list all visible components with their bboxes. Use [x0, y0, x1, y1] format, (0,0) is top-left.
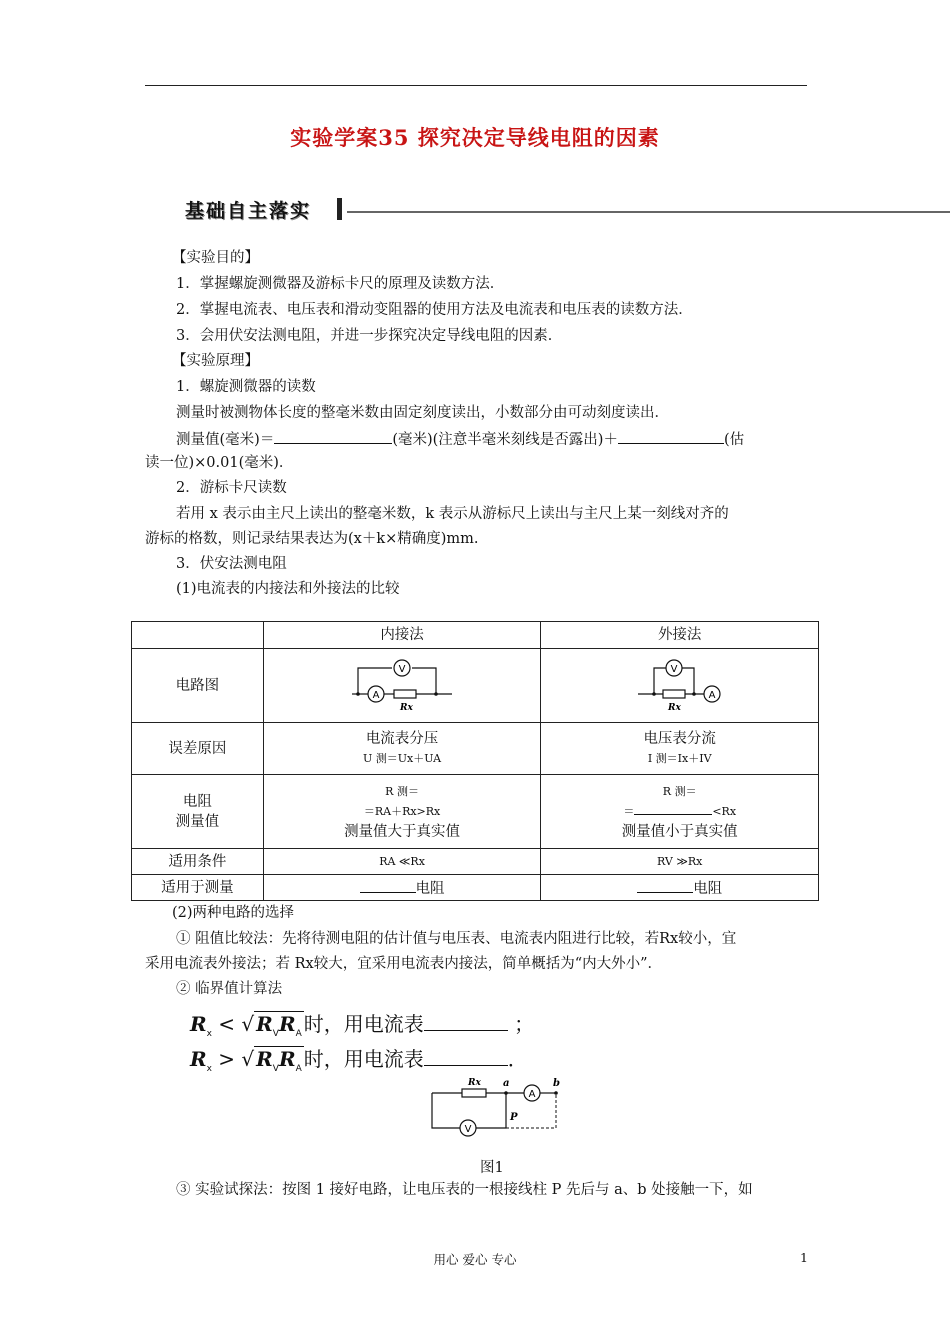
- use-suffix: 电阻: [693, 881, 723, 897]
- row-label-error: 误差原因: [132, 723, 264, 775]
- table-cell: [263, 723, 541, 775]
- banner-bar: [337, 198, 342, 220]
- table-cell: [132, 622, 264, 649]
- circuit-label: Rx: [400, 702, 413, 713]
- row-label-measure: [132, 775, 264, 849]
- circuit-label: V: [464, 1124, 472, 1135]
- principle-subheading: (1)电流表的内接法和外接法的比较: [176, 581, 400, 597]
- outer-circuit-cell: [541, 649, 819, 723]
- fill-blank[interactable]: [637, 876, 693, 893]
- figure-caption: 图1: [480, 1160, 504, 1176]
- table-row: [132, 649, 819, 723]
- outer-circuit-diagram: [638, 652, 722, 714]
- inner-error-eq: U 测＝Ux＋UA: [363, 751, 442, 765]
- circuit-label: Rx: [667, 702, 681, 713]
- resistor-icon: [394, 690, 416, 698]
- circuit-label: Rx: [468, 1078, 481, 1088]
- formula-line-cont: 读一位)×0.01(毫米)．: [145, 455, 294, 471]
- choice-text: ② 临界值计算法: [176, 981, 283, 997]
- principle-heading: 2．游标卡尺读数: [176, 480, 287, 496]
- formula-part: (估: [723, 432, 745, 448]
- outer-condition: RV ≫Rx: [541, 849, 819, 875]
- outer-measure-conclusion: 测量值小于真实值: [621, 823, 738, 840]
- fill-blank[interactable]: [618, 427, 724, 444]
- purpose-item: 3．会用伏安法测电阻，并进一步探究决定导线电阻的因素．: [176, 328, 563, 344]
- text-part: ＝: [623, 804, 635, 818]
- circuit-label: A: [708, 689, 716, 701]
- fill-blank[interactable]: [360, 876, 416, 893]
- choice-text: ① 阻值比较法：先将待测电阻的估计值与电压表、电流表内阻进行比较，若Rx较小，宜: [176, 931, 737, 947]
- outer-measure-line: R 测＝: [662, 784, 697, 798]
- circuit-label: A: [528, 1089, 536, 1100]
- inner-condition: RA ≪Rx: [263, 849, 541, 875]
- fill-blank[interactable]: [634, 802, 712, 815]
- outer-error: 电压表分流: [643, 730, 716, 747]
- table-cell: [263, 775, 541, 849]
- principle-text: 测量时被测物体长度的整毫米数由固定刻度读出，小数部分由可动刻度读出．: [176, 405, 669, 421]
- table-cell: [263, 875, 541, 901]
- section-principle: 【实验原理】: [172, 353, 259, 369]
- table-row: [132, 849, 819, 875]
- principle-heading: 3．伏安法测电阻: [176, 556, 287, 572]
- table-header-inner: 内接法: [263, 622, 541, 649]
- table-header-outer: 外接法: [541, 622, 819, 649]
- outer-measure-line: [541, 802, 818, 822]
- choice-text: ③ 实验试探法：按图 1 接好电路，让电压表的一根接线柱 P 先后与 a、b 处接触一下，如: [176, 1182, 753, 1198]
- choice-text: 采用电流表外接法；若 Rx较大，宜采用电流表内接法，简单概括为“内大外小”．: [145, 956, 663, 972]
- principle-heading: 1．螺旋测微器的读数: [176, 379, 316, 395]
- inner-circuit-diagram: [352, 652, 452, 714]
- table-cell: [541, 875, 819, 901]
- inner-measure-conclusion: 测量值大于真实值: [344, 823, 461, 840]
- table-cell: [541, 723, 819, 775]
- purpose-item: 2．掌握电流表、电压表和滑动变阻器的使用方法及电流表和电压表的读数方法．: [176, 302, 693, 318]
- row-label-line: 电阻: [182, 793, 212, 810]
- table-row: [132, 875, 819, 901]
- banner-label: 基础自主落实: [185, 200, 312, 222]
- page-footer: 用心 爱心 专心: [433, 1252, 517, 1267]
- principle-text: 若用 x 表示由主尺上读出的整毫米数，k 表示从游标尺上读出与主尺上某一刻线对齐的: [176, 506, 729, 522]
- page-number: 1: [800, 1250, 808, 1265]
- formula-text: 时，用电流表: [303, 1012, 424, 1036]
- row-label-condition: 适用条件: [132, 849, 264, 875]
- circuit-label: a: [503, 1078, 510, 1089]
- inner-measure-line: R 测＝: [385, 784, 419, 798]
- row-label-line: 测量值: [175, 813, 220, 830]
- formula-line: [176, 427, 744, 452]
- fill-blank[interactable]: [424, 1045, 508, 1066]
- table-row: [132, 723, 819, 775]
- formula-text: 时，用电流表: [303, 1047, 424, 1071]
- circuit-label: V: [398, 663, 406, 675]
- formula-part: (毫米)(注意半毫米刻线是否露出)＋: [392, 432, 618, 448]
- purpose-item: 1．掌握螺旋测微器及游标卡尺的原理及读数方法．: [176, 276, 505, 292]
- row-label-circuit: 电路图: [132, 649, 264, 723]
- formula-part: 测量值(毫米)＝: [176, 432, 275, 448]
- circuit-label: P: [510, 1112, 518, 1123]
- circuit-label: b: [553, 1078, 560, 1089]
- inner-measure-line: ＝RA＋Rx>Rx: [363, 804, 441, 818]
- use-suffix: 电阻: [415, 881, 445, 897]
- inner-error: 电流表分压: [365, 730, 439, 747]
- text-part: <Rx: [712, 804, 737, 818]
- inner-circuit-cell: [263, 649, 541, 723]
- resistor-icon: [663, 690, 685, 698]
- choice-heading: (2)两种电路的选择: [172, 905, 295, 921]
- critical-formula-1: $R_x$ < √ $R_VR_A$ 时，用电流表 ；: [190, 1012, 535, 1039]
- critical-formula-2: $R_x$ > √ $R_VR_A$ 时，用电流表 ．: [190, 1047, 528, 1074]
- page-title: 实验学案35 探究决定导线电阻的因素: [290, 125, 660, 150]
- figure1-circuit: [428, 1074, 568, 1140]
- comparison-table: [131, 621, 819, 901]
- circuit-label: V: [670, 663, 678, 675]
- row-label-use: 适用于测量: [132, 875, 264, 901]
- table-cell: [541, 775, 819, 849]
- header-rule: [145, 85, 807, 86]
- section-purpose: 【实验目的】: [172, 250, 259, 266]
- outer-error-eq: I 测＝Ix＋IV: [647, 751, 712, 765]
- fill-blank[interactable]: [274, 427, 392, 444]
- table-row: [132, 775, 819, 849]
- principle-text: 游标的格数，则记录结果表达为(x＋k×精确度)mm.: [145, 531, 479, 547]
- table-row: [132, 622, 819, 649]
- fill-blank[interactable]: [424, 1010, 508, 1031]
- resistor-icon: [462, 1089, 486, 1097]
- banner-line: [347, 211, 950, 213]
- circuit-label: A: [372, 689, 380, 701]
